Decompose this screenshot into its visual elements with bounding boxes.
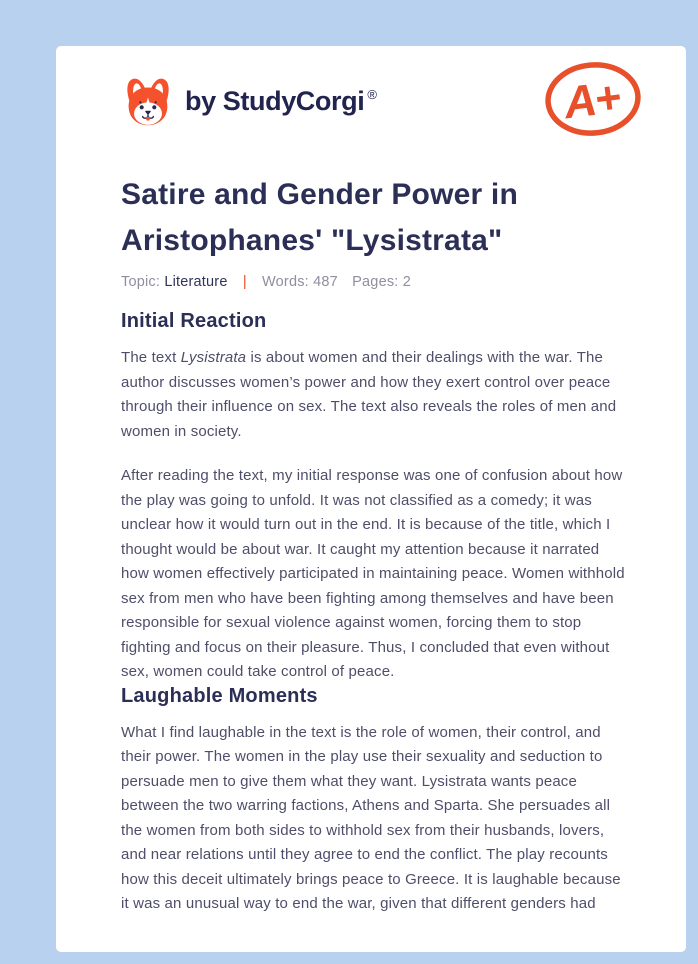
- section-heading: Initial Reaction: [121, 310, 267, 332]
- words-count: Words: 487: [262, 274, 338, 290]
- topic-label: Topic:: [121, 274, 161, 290]
- section-laughable-moments: [121, 685, 628, 917]
- document-card: [56, 46, 686, 952]
- svg-text:A+: A+: [561, 71, 622, 129]
- topic-link[interactable]: Literature: [164, 274, 228, 290]
- meta-separator: |: [242, 274, 247, 290]
- registered-mark: ®: [367, 86, 377, 102]
- paragraph: What I find laughable in the text is the role of women, their control, and their power. The women in the play use their sexuality and seduction to persuade men to give them what they want. Lysistrata wants peace between the two warring factions, Athens and Sparta. She persuades all the women from both sides to withhold sex from their husbands, lovers, and near relations until they agree to end the conflict. The play recounts how this deceit ultimately brings peace to Greece. It is laughable because it was an unusual way to end the war, given that different genders had: [121, 723, 621, 912]
- paragraph: The text Lysistrata is about women and their dealings with the war. The author discusses women’s power and how they exert control over peace through their influence on sex. The text also reveals the roles of men and women in society.: [121, 349, 617, 440]
- corgi-head-icon: [121, 73, 175, 129]
- a-plus-badge-icon: [541, 56, 645, 142]
- section-initial-reaction: [121, 310, 628, 685]
- page-header: [121, 46, 628, 142]
- italic-term: Lysistrata: [180, 349, 247, 366]
- paragraph: After reading the text, my initial response was one of confusion about how the play was going to unfold. It was not classified as a comedy; it was unclear how it would turn out in the end. It is because of the title, which I thought would be about war. It caught my attention because it narrated how women effectively participated in maintaining peace. Women withhold sex from men who have been fighting among themselves and have been responsible for sexual violence against women, forcing them to stop fighting and focus on their pleasure. Thus, I concluded that even without sex, women could take control of peace.: [121, 467, 625, 680]
- studycorgi-logo: [121, 73, 377, 129]
- logo-text: by StudyCorgi ®: [185, 85, 377, 116]
- page-title: Satire and Gender Power in Aristophanes' "Lysistrata": [121, 178, 518, 257]
- section-heading: Laughable Moments: [121, 684, 318, 707]
- pages-count: Pages: 2: [352, 274, 412, 290]
- article-meta: [121, 274, 628, 290]
